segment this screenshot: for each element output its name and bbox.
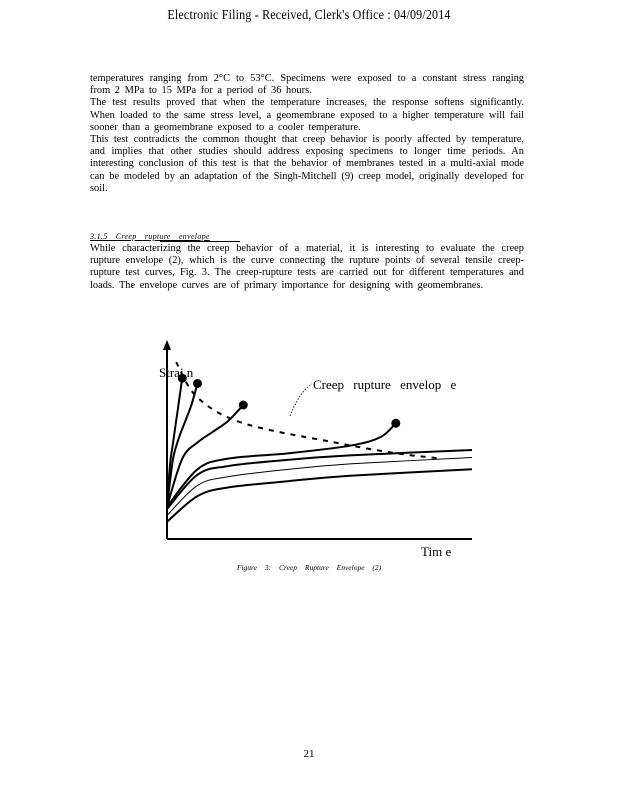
envelope-annotation: Creep rupture envelop e	[313, 377, 457, 392]
x-axis-label: Tim e	[421, 544, 452, 559]
paragraph: temperatures ranging from 2°C to 53°C. Specimens were exposed to a constant stress ranging from 2 MPa to 15 MPa for a period of 36 hours.	[90, 73, 524, 97]
page-number: 21	[303, 748, 315, 760]
rupture-point-4	[391, 419, 400, 428]
figure-caption: Figure 3: Creep Rupture Envelope (2)	[236, 563, 382, 572]
paragraph: This test contradicts the common thought that creep behavior is poorly affected by temperature, and implies that other studies should address exposing specimens to longer time periods. An interesting conclusion of this test is that the behavior of membranes tested in a multi-axial mode can be modeled by an adaptation of the Singh-Mitchell (9) creep model, originally developed for soil.	[90, 134, 524, 194]
paragraph: While characterizing the creep behavior of a material, it is interesting to evaluate the creep rupture envelope (2), which is the curve connecting the rupture points of several tensile creep-rupture test curves, Fig. 3. The creep-rupture tests are carried out for different temperatures and loads. The envelope curves are of primary importance for designing with geomembranes.	[90, 243, 524, 291]
section-heading-rule	[160, 241, 240, 242]
creep-rupture-chart	[150, 336, 490, 568]
body-text-block-1	[90, 73, 524, 195]
body-text-block-2	[90, 243, 524, 292]
creep-curve-6	[167, 458, 472, 516]
rupture-point-2	[193, 379, 202, 388]
rupture-point-3	[239, 401, 248, 410]
annotation-leader	[290, 384, 312, 416]
creep-curve-7	[167, 469, 472, 522]
section-heading: 3.1.5 Creep rupture envelope	[90, 232, 210, 241]
y-axis-label: Strai n	[159, 365, 194, 380]
creep-rupture-figure	[150, 336, 490, 568]
page-header: Electronic Filing - Received, Clerk's Office : 04/09/2014	[167, 8, 451, 23]
y-axis-arrow	[163, 340, 171, 350]
paragraph: The test results proved that when the temperature increases, the response softens significantly. When loaded to the same stress level, a geomembrane exposed to a higher temperature will fail sooner than a geomembrane exposed to a cooler temperature.	[90, 97, 524, 133]
creep-curves	[167, 378, 472, 522]
